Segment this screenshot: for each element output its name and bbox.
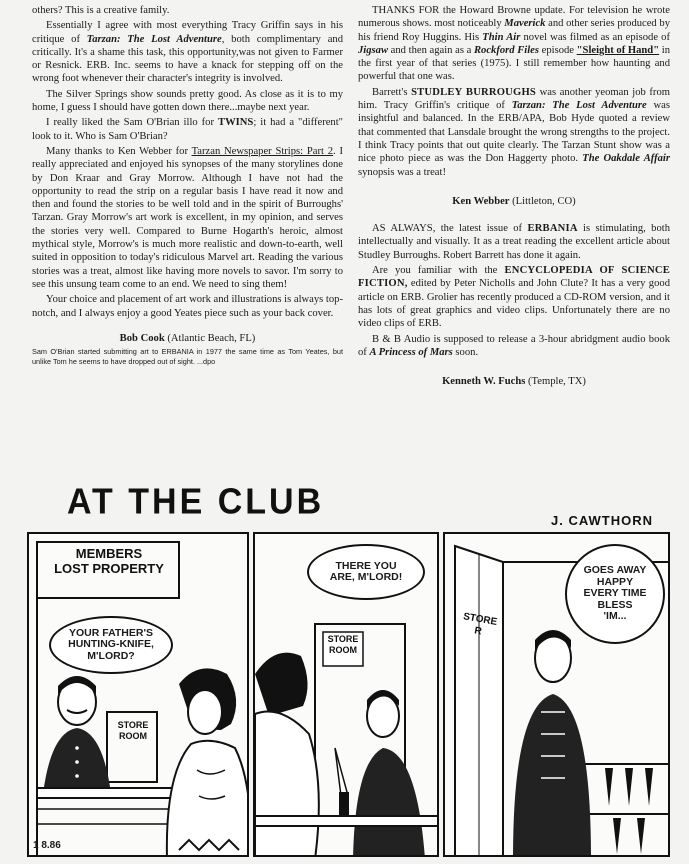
- left-paragraph-5: Your choice and placement of art work and illustrations is always top-notch, and I always enjoy a good Yeates piece such as your back cover.: [32, 294, 343, 319]
- right-paragraph-2: Barrett's STUDLEY BURROUGHS was another yeoman job from him. Tracy Griffin's critique of Tarzan: The Lost Adventure was insightful and balanced. In the ERB/APA, Bob Hyde quoted a review that commented that Lansdale brought the wrong strengths to the project. I think Tracy points that out quite clearly. The Tarzan Stunt show was a nice photo piece as was the Don Haggerty photo. The Oakdale Affair synopsis was a treat!: [358, 86, 670, 178]
- left-paragraph-0: others? This is a creative family.: [32, 5, 170, 16]
- comic-strip: [27, 483, 673, 861]
- speech-balloon-1: YOUR FATHER'S HUNTING-KNIFE, M'LORD?: [49, 616, 173, 674]
- panel-1-art: [29, 534, 249, 857]
- left-signature: Bob Cook (Atlantic Beach, FL): [119, 332, 256, 344]
- right-paragraph-5: B & B Audio is supposed to release a 3-hour abridgment audio book of A Princess of Mars soon.: [358, 333, 670, 358]
- comic-panel-1: [27, 532, 249, 857]
- speech-balloon-3: GOES AWAY HAPPY EVERY TIME BLESS 'IM...: [565, 544, 665, 644]
- editor-note: Sam O'Brian started submitting art to ERBANIA in 1977 the same time as Tom Yeates, but unlike Tom he seems to have dropped out of sight. ...dpo: [32, 347, 343, 367]
- left-paragraph-2: The Silver Springs show sounds pretty good. As close as it is to my home, I guess I should have gotten down there...maybe next year.: [32, 88, 343, 114]
- comic-title: AT THE CLUB: [67, 482, 325, 522]
- left-column: [32, 4, 343, 369]
- right-paragraph-4: Are you familiar with the ENCYCLOPEDIA OF SCIENCE FICTION, edited by Peter Nicholls and John Clute? It has a very good article on ERB. Grolier has recently produced a CD-ROM version, and it has lots of great graphics and video clips. Unfortunately there are no video clips of ERB.: [358, 265, 670, 330]
- store-room-door-sign-1: STORE ROOM: [117, 720, 149, 741]
- store-room-door-sign-2: STORE ROOM: [327, 634, 359, 655]
- right-signature-2: Kenneth W. Fuchs (Temple, TX): [442, 376, 586, 388]
- left-paragraph-1: Essentially I agree with most everything Tracy Griffin says in his critique of Tarzan: The Lost Adventure, both complimentary and critically. It's a shame this task, this opportunity,was not given to Farmer or Resnick. ERB. Inc. seems to have a knack for stepping off on the wrong foot whenever their character's integrity is involved.: [32, 20, 343, 85]
- comic-artist-signature: J. CAWTHORN: [551, 513, 653, 528]
- comic-panel-3: [443, 532, 670, 857]
- lost-property-sign: MEMBERS LOST PROPERTY: [54, 546, 164, 576]
- right-paragraph-1: THANKS FOR the Howard Browne update. For television he wrote numerous shows. most noticeably Maverick and other series produced by his friend Roy Huggins. His Thin Air novel was filmed as an episode of Jigsaw and then again as a Rockford Files episode "Sleight of Hand" in the first year of that series (1975). I still remember how haunting and powerful that one was.: [358, 5, 670, 83]
- panel-number-date: 1 8.86: [33, 840, 61, 851]
- right-paragraph-3: AS ALWAYS, the latest issue of ERBANIA is stimulating, both intellectually and visually. It as a treat reading the excellent article about Studley Burroughs. Robert Barrett has done it again.: [358, 223, 670, 261]
- comic-panel-2: [253, 532, 439, 857]
- left-paragraph-4: Many thanks to Ken Webber for Tarzan Newspaper Strips: Part 2. I really appreciated and enjoyed his synopses of the many storylines done by Don Kraar and Gray Morrow. Although I have not had the opportunity to read the strip on a regular basis I have read it now and then and found the stories to be well told and in the spirit of Burroughs' Tarzan. Gray Morrow's art work is excellent, in my opinion, and serves the stories very well. Compared to Burne Hogarth's heroic, almost mythical style, Morrow's is much more realistic and down-to-earth, well suited in opposition to today's ridiculous Marvel art. Reading the various stories was a treat, almost like having more novels to savor. I'm sorry to see this unsung team come to an end. We need to sing them!: [32, 145, 344, 290]
- store-room-door-sign-3: STORE R: [462, 611, 498, 638]
- right-column: [358, 4, 670, 390]
- right-signature-1: Ken Webber (Littleton, CO): [452, 195, 576, 207]
- speech-balloon-2: THERE YOU ARE, M'LORD!: [307, 544, 425, 600]
- left-paragraph-3: I really liked the Sam O'Brian illo for TWINS; it had a "different" look to it. Who is Sam O'Brian?: [32, 117, 343, 142]
